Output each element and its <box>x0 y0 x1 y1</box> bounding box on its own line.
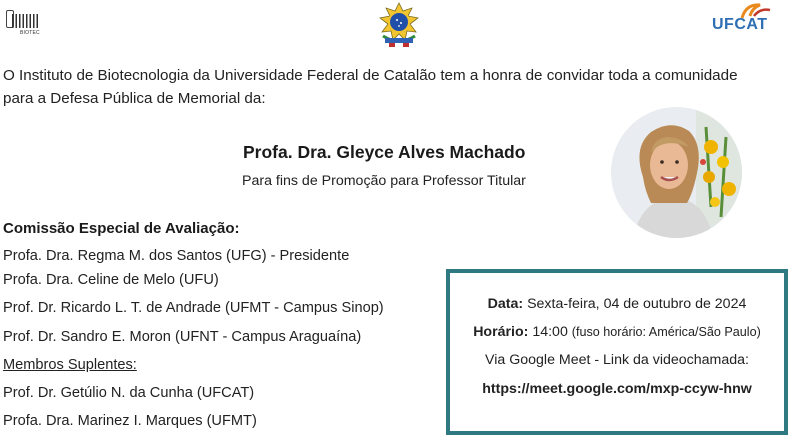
meet-link[interactable]: https://meet.google.com/mxp-ccyw-hnw <box>482 381 752 397</box>
committee-member: Profa. Dra. Celine de Melo (UFU) <box>3 272 219 288</box>
alternates-heading: Membros Suplentes: <box>3 356 137 373</box>
committee-member: Prof. Dr. Sandro E. Moron (UFNT - Campus Araguaína) <box>3 328 362 345</box>
date-label: Data: <box>487 296 524 312</box>
committee-member: Profa. Dra. Regma M. dos Santos (UFG) - Presidente <box>3 248 350 264</box>
timezone: (fuso horário: América/São Paulo) <box>571 325 761 339</box>
date-value: Sexta-feira, 04 de outubro de 2024 <box>527 296 747 312</box>
event-time <box>450 324 784 340</box>
time-value: 14:00 <box>532 324 568 340</box>
invitation-text <box>3 64 793 110</box>
committee-heading: Comissão Especial de Avaliação: <box>3 220 240 237</box>
time-label: Horário: <box>473 324 529 340</box>
candidate-purpose: Para fins de Promoção para Professor Titular <box>242 173 526 189</box>
biotec-logo-text: BIOTEC <box>20 30 40 36</box>
brazil-coat-of-arms-icon <box>375 2 423 48</box>
committee-member: Prof. Dr. Ricardo L. T. de Andrade (UFMT - Campus Sinop) <box>3 300 384 317</box>
invitation-line-2: para a Defesa Pública de Memorial da: <box>3 90 266 107</box>
invitation-line-1: O Instituto de Biotecnologia da Universidade Federal de Catalão tem a honra de convidar toda a comunidade <box>3 67 738 84</box>
candidate-name: Profa. Dra. Gleyce Alves Machado <box>243 142 526 162</box>
candidate-photo <box>611 107 742 238</box>
ufcat-logo <box>712 2 774 36</box>
biotec-logo <box>6 10 40 38</box>
meet-text: Via Google Meet - Link da videochamada: <box>485 352 749 368</box>
committee-section <box>3 219 443 437</box>
alternate-member: Prof. Dr. Getúlio N. da Cunha (UFCAT) <box>3 385 255 402</box>
event-date <box>450 296 784 312</box>
event-info-box <box>446 269 788 435</box>
ufcat-logo-text: UFCAT <box>712 16 768 33</box>
alternate-member: Profa. Dra. Marinez I. Marques (UFMT) <box>3 413 257 430</box>
